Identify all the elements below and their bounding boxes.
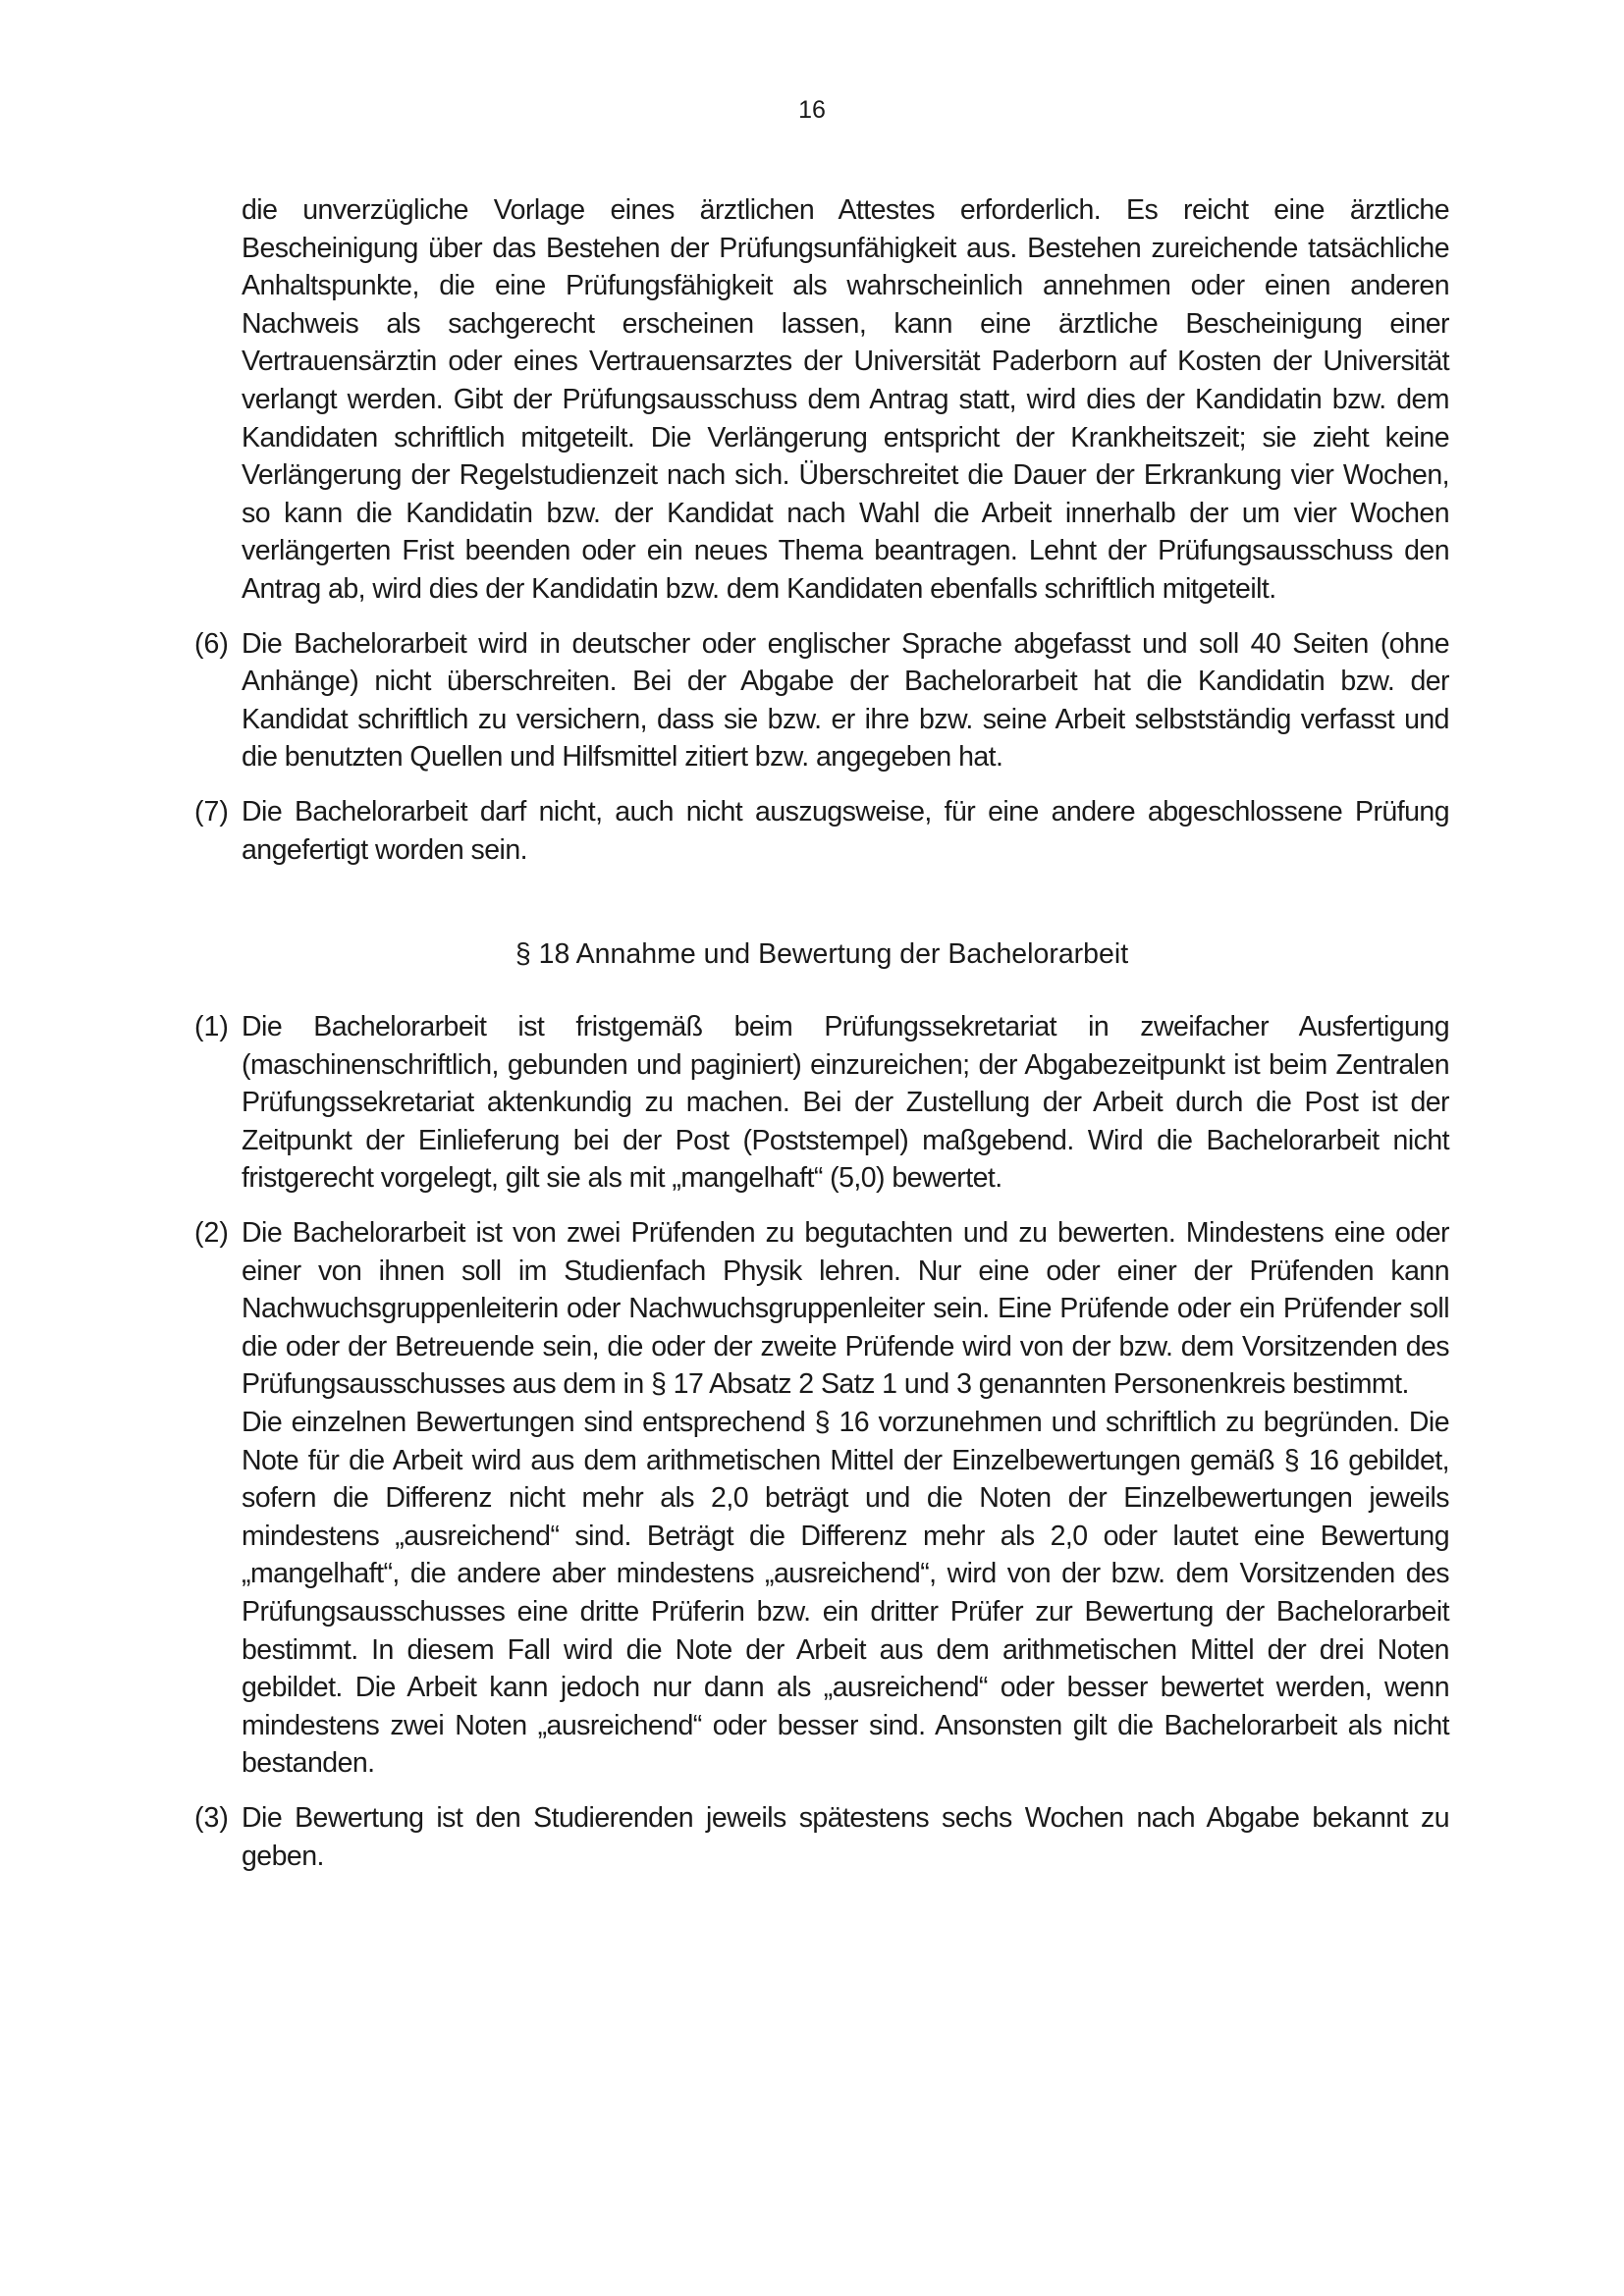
paragraph-text: Die Bachelorarbeit wird in deutscher oder englischer Sprache abgefasst und soll 40 Seiten (ohne Anhänge) nicht überschreiten. Bei der Abgabe der Bachelorarbeit hat die Kandidatin bzw. der Kandidat schriftlich zu versichern, dass sie bzw. er ihre bzw. seine Arbeit selbstständig verfasst und die benutzten Quellen und Hilfsmittel zitiert bzw. angegeben hat.: [242, 627, 1449, 774]
paragraph-number: (2): [194, 1217, 229, 1250]
paragraph-number: (3): [194, 1801, 229, 1834]
paragraph-text: Die Bachelorarbeit ist fristgemäß beim Prüfungssekretariat in zweifacher Ausfertigung (maschinenschriftlich, gebunden und paginiert) einzureichen; der Abgabezeitpunkt ist beim Zentralen Prüfungssekretariat aktenkundig zu machen. Bei der Zustellung der Arbeit durch die Post ist der Zeitpunkt der Einlieferung bei der Post (Poststempel) maßgebend. Wird die Bachelorarbeit nicht fristgerecht vorgelegt, gilt sie als mit „mangelhaft“ (5,0) bewertet.: [242, 1011, 1449, 1195]
page-content: [194, 191, 1449, 1892]
section18-paragraph-3: [194, 1799, 1449, 1875]
paragraph-text: die unverzügliche Vorlage eines ärztlichen Attestes erforderlich. Es reicht eine ärztliche Bescheinigung über das Bestehen der Prüfungsunfähigkeit aus. Bestehen zureichende tatsächliche Anhaltspunkte, die eine Prüfungsfähigkeit als wahrscheinlich annehmen oder einen anderen Nachweis als sachgerecht erscheinen lassen, kann eine ärztliche Bescheinigung einer Vertrauensärztin oder eines Vertrauensarztes der Universität Paderborn auf Kosten der Universität verlangt werden. Gibt der Prüfungsausschuss dem Antrag statt, wird dies der Kandidatin bzw. dem Kandidaten schriftlich mitgeteilt. Die Verlängerung entspricht der Krankheitszeit; sie zieht keine Verlängerung der Regelstudienzeit nach sich. Überschreitet die Dauer der Erkrankung vier Wochen, so kann die Kandidatin bzw. der Kandidat nach Wahl die Arbeit innerhalb der um vier Wochen verlängerten Frist beenden oder ein neues Thema beantragen. Lehnt der Prüfungsausschuss den Antrag ab, wird dies der Kandidatin bzw. dem Kandidaten ebenfalls schriftlich mitgeteilt.: [242, 194, 1449, 605]
paragraph-7: [194, 793, 1449, 869]
section18-paragraph-1: [194, 1008, 1449, 1198]
paragraph-text: Die Bachelorarbeit darf nicht, auch nicht auszugsweise, für eine andere abgeschlossene Prüfung angefertigt worden sein.: [242, 795, 1449, 866]
paragraph-number: (7): [194, 795, 229, 828]
paragraph-text: Die Bachelorarbeit ist von zwei Prüfenden zu begutachten und zu bewerten. Mindestens eine oder einer von ihnen soll im Studienfach Physik lehren. Nur eine oder einer der Prüfenden kann Nachwuchsgruppenleiterin oder Nachwuchsgruppenleiter sein. Eine Prüfende oder ein Prüfender soll die oder der Betreuende sein, die oder der zweite Prüfende wird von der bzw. dem Vorsitzenden des Prüfungsausschusses aus dem in § 17 Absatz 2 Satz 1 und 3 genannten Personenkreis bestimmt.: [242, 1217, 1449, 1401]
paragraph-continuation: [194, 191, 1449, 609]
paragraph-number: (1): [194, 1011, 229, 1043]
paragraph-text: Die Bewertung ist den Studierenden jeweils spätestens sechs Wochen nach Abgabe bekannt zu geben.: [242, 1801, 1449, 1872]
paragraph-6: [194, 625, 1449, 776]
section-heading: § 18 Annahme und Bewertung der Bachelorarbeit: [514, 938, 1129, 971]
page-number: 16: [798, 96, 826, 124]
section18-paragraph-2: [194, 1214, 1449, 1783]
paragraph-text-continued: Die einzelnen Bewertungen sind entsprechend § 16 vorzunehmen und schriftlich zu begründen. Die Note für die Arbeit wird aus dem arithmetischen Mittel der Einzelbewertungen gemäß § 16 gebildet, sofern die Differenz nicht mehr als 2,0 beträgt und die Noten der Einzelbewertungen jeweils mindestens „ausreichend“ sind. Beträgt die Differenz mehr als 2,0 oder lautet eine Bewertung „mangelhaft“, die andere aber mindestens „ausreichend“, wird von der bzw. dem Vorsitzenden des Prüfungsausschusses eine dritte Prüferin bzw. ein dritter Prüfer zur Bewertung der Bachelorarbeit bestimmt. In diesem Fall wird die Note der Arbeit aus dem arithmetischen Mittel der drei Noten gebildet. Die Arbeit kann jedoch nur dann als „ausreichend“ oder besser bewertet werden, wenn mindestens zwei Noten „ausreichend“ oder besser sind. Ansonsten gilt die Bachelorarbeit als nicht bestanden.: [242, 1407, 1449, 1780]
paragraph-number: (6): [194, 627, 229, 660]
